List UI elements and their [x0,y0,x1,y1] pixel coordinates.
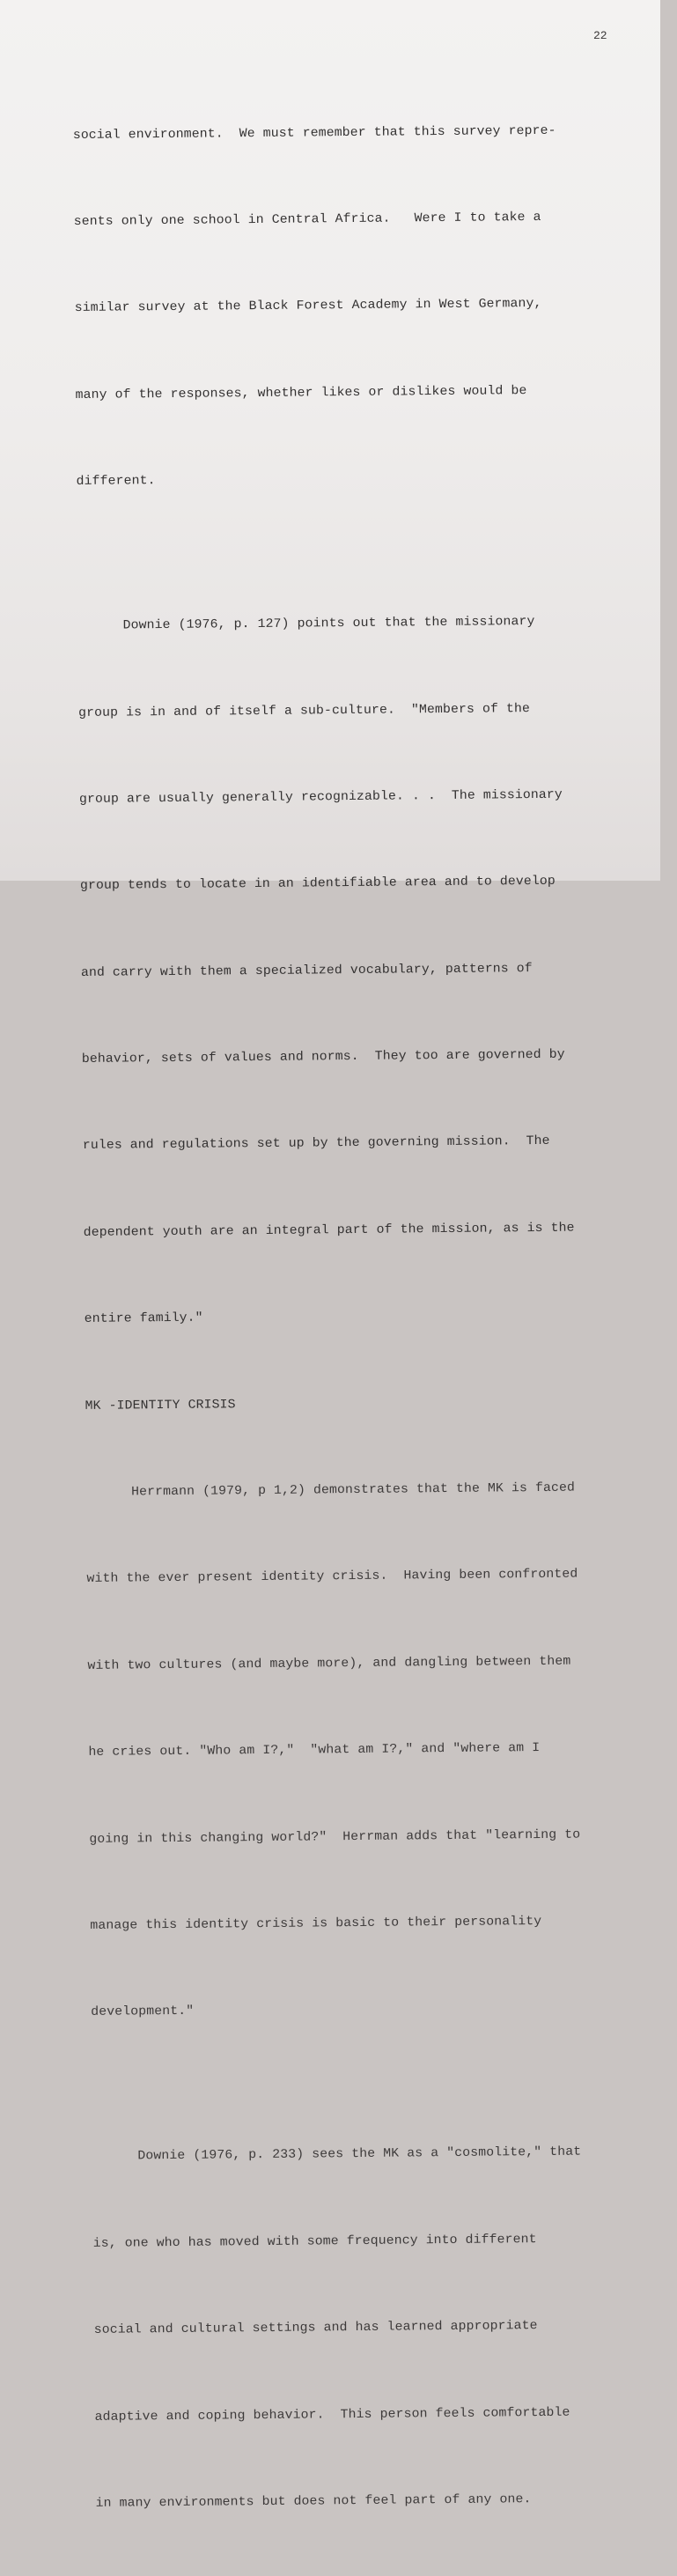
text-line: social environment. We must remember that this survey repre- [72,123,556,143]
text-line: is, one who has moved with some frequency into different [92,2232,537,2251]
text-line: group is in and of itself a sub-culture. "Members of the [78,701,531,720]
paragraph-4 [92,2079,677,2576]
text-line: social and cultural settings and has learned appropriate [93,2319,538,2338]
text-line: many of the responses, whether likes or dislikes would be [75,383,527,402]
text-line: group tends to locate in an identifiable area and to develop [79,875,556,894]
text-line: different. [76,474,156,490]
text-line: development." [91,2004,195,2020]
text-line: adaptive and coping behavior. This person feels comfortable [94,2405,570,2425]
text-line: sents only one school in Central Africa. Were I to take a [73,210,541,229]
text-line: entire family." [84,1310,203,1327]
paragraph-3 [85,1415,672,2085]
text-line: and carry with them a specialized vocabulary, patterns of [80,961,533,980]
text-line: rules and regulations set up by the governing mission. The [82,1134,550,1154]
text-line: with the ever present identity crisis. Having been confronted [86,1568,578,1587]
text-line: with two cultures (and maybe more), and dangling between them [87,1654,571,1673]
text-line: in many environments but does not feel part of any one. [95,2492,532,2511]
page-number: 22 [593,29,607,42]
text-line: Downie (1976, p. 127) points out that the missionary [122,615,535,633]
text-line: he cries out. "Who am I?," "what am I?," and "where am I [88,1741,541,1760]
text-line: Downie (1976, p. 233) sees the MK as a "cosmolite," that [137,2144,582,2164]
section-heading: MK -IDENTITY CRISIS [85,1397,236,1413]
paragraph-2 [77,549,665,1391]
body-text [72,58,677,2576]
text-line: similar survey at the Black Forest Academy in West Germany, [74,297,542,316]
text-line: group are usually generally recognizable. . . The missionary [78,787,563,807]
text-line: Herrmann (1979, p 1,2) demonstrates that the MK is faced [131,1480,576,1500]
text-line: behavior, sets of values and norms. They too are governed by [81,1047,565,1067]
text-line: going in this changing world?" Herrman adds that "learning to [89,1827,581,1847]
paragraph-1 [72,58,658,555]
text-line: dependent youth are an integral part of the mission, as is the [83,1221,575,1240]
text-line: manage this identity crisis is basic to their personality [90,1914,542,1933]
